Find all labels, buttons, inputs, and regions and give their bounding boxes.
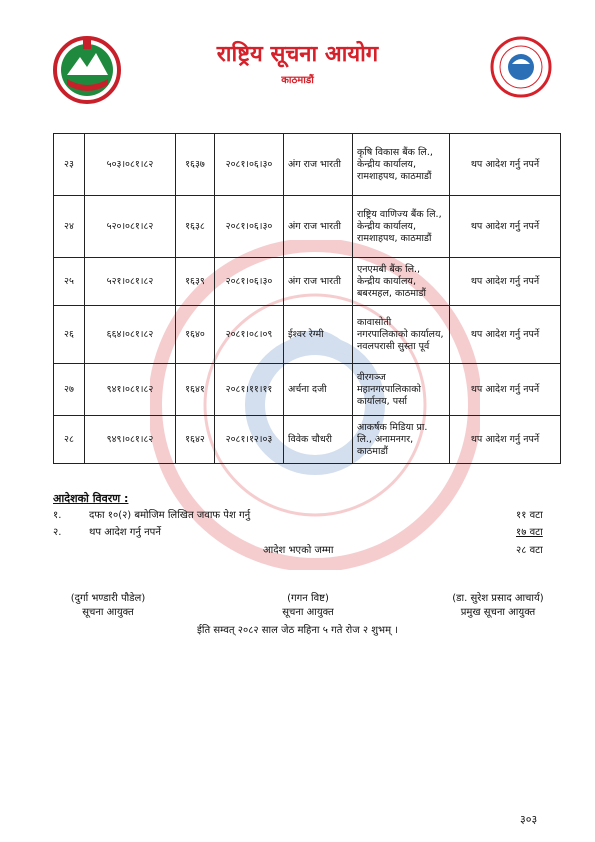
table-row (54, 416, 561, 464)
filing-date: २०८१।११।११ (215, 364, 284, 416)
summary-item-label: थप आदेश गर्नु नपर्ने (89, 527, 161, 538)
respondent-office: आकर्षक मिडिया प्रा. लि., अनामनगर, काठमाडौं (353, 416, 450, 464)
decision-text: थप आदेश गर्नु नपर्ने (450, 306, 561, 364)
summary-item-number: १. (53, 510, 62, 521)
decision-text: थप आदेश गर्नु नपर्ने (450, 134, 561, 196)
signature-chief-commissioner (433, 590, 563, 618)
signatory-role: सूचना आयुक्त (82, 607, 134, 618)
table-row (54, 134, 561, 196)
registration-number: ५०३।०८१।८२ (85, 134, 176, 196)
filing-date: २०८१।१२।०३ (215, 416, 284, 464)
record-number: २७ (54, 364, 85, 416)
respondent-office: वीरगञ्ज महानगरपालिकाको कार्यालय, पर्सा (353, 364, 450, 416)
decision-code: १६४१ (176, 364, 215, 416)
summary-heading: आदेशको विवरण : (53, 492, 129, 505)
applicant-name: अंग राज भारती (284, 134, 353, 196)
registration-number: ९४९।०८१।८२ (85, 416, 176, 464)
summary-item-count: १७ वटा (516, 527, 543, 538)
summary-item-count: ११ वटा (516, 510, 543, 521)
signatory-name: (दुर्गा भण्डारी पौडेल) (70, 593, 146, 604)
registration-number: ९४१।०८१।८२ (85, 364, 176, 416)
summary-item-label: दफा १०(२) बमोजिम लिखित जवाफ पेश गर्नु (89, 510, 251, 521)
applicant-name: अर्चना दजी (284, 364, 353, 416)
applicant-name: ईश्वर रेग्मी (284, 306, 353, 364)
decision-code: १६३७ (176, 134, 215, 196)
decision-code: १६३९ (176, 258, 215, 306)
commission-seal-icon (490, 36, 552, 98)
signatory-name: (डा. सुरेश प्रसाद आचार्य) (452, 593, 544, 604)
summary-item (53, 524, 563, 538)
order-summary (53, 491, 563, 556)
filing-date: २०८१।०६।३० (215, 134, 284, 196)
page-subtitle: काठमाडौं (281, 75, 314, 86)
filing-date: २०८१।०८।०९ (215, 306, 284, 364)
respondent-office: राष्ट्रिय वाणिज्य बैंक लि., केन्द्रीय कार्यालय, रामशाहपथ, काठमाडौं (353, 196, 450, 258)
table-row (54, 364, 561, 416)
decision-text: थप आदेश गर्नु नपर्ने (450, 196, 561, 258)
decision-code: १६४० (176, 306, 215, 364)
page-header (0, 0, 595, 110)
table-row (54, 306, 561, 364)
decision-code: १६३८ (176, 196, 215, 258)
registration-number: ६६४।०८१।८२ (85, 306, 176, 364)
page-title: राष्ट्रिय सूचना आयोग (216, 42, 379, 67)
record-number: २८ (54, 416, 85, 464)
signatory-role: प्रमुख सूचना आयुक्त (460, 607, 536, 618)
records-table (53, 133, 561, 464)
decision-text: थप आदेश गर्नु नपर्ने (450, 416, 561, 464)
respondent-office: कावासोती नगरपालिकाको कार्यालय, नवलपरासी सुस्ता पूर्व (353, 306, 450, 364)
summary-item-number: २. (53, 527, 62, 538)
summary-total-label: आदेश भएको जम्मा (263, 545, 334, 556)
decision-text: थप आदेश गर्नु नपर्ने (450, 364, 561, 416)
applicant-name: अंग राज भारती (284, 196, 353, 258)
filing-date: २०८१।०६।३० (215, 196, 284, 258)
applicant-name: अंग राज भारती (284, 258, 353, 306)
table-row (54, 258, 561, 306)
record-number: २५ (54, 258, 85, 306)
record-number: २३ (54, 134, 85, 196)
summary-item (53, 507, 563, 521)
decision-text: थप आदेश गर्नु नपर्ने (450, 258, 561, 306)
decision-code: १६४२ (176, 416, 215, 464)
summary-total-count: २८ वटा (516, 545, 543, 556)
signatory-role: सूचना आयुक्त (282, 607, 334, 618)
filing-date: २०८१।०६।३० (215, 258, 284, 306)
registration-number: ५२०।०८१।८२ (85, 196, 176, 258)
summary-total (53, 542, 563, 556)
record-number: २४ (54, 196, 85, 258)
respondent-office: कृषि विकास बैंक लि., केन्द्रीय कार्यालय, रामशाहपथ, काठमाडौं (353, 134, 450, 196)
page-number: ३०३ (520, 813, 538, 826)
record-number: २६ (54, 306, 85, 364)
signature-commissioner-2 (253, 590, 363, 618)
respondent-office: एनएमबी बैंक लि., केन्द्रीय कार्यालय, बबरमहल, काठमाडौं (353, 258, 450, 306)
registration-number: ५२१।०८१।८२ (85, 258, 176, 306)
applicant-name: विवेक चौधरी (284, 416, 353, 464)
signatory-name: (गगन विष्ट) (287, 593, 329, 604)
table-row (54, 196, 561, 258)
signature-commissioner-1 (53, 590, 163, 618)
closing-date-line: ईति सम्वत् २०८२ साल जेठ महिना ५ गते रोज २ शुभम् । (196, 625, 399, 636)
